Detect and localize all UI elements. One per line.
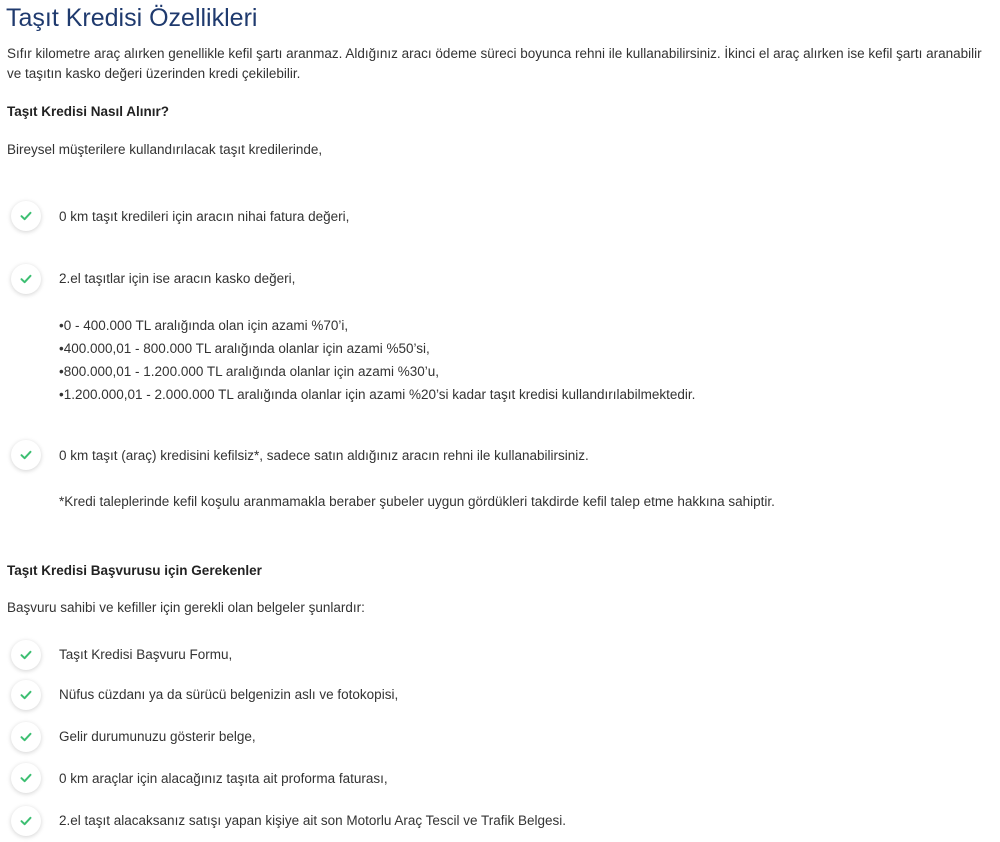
section-heading-requirements: Taşıt Kredisi Başvurusu için Gerekenler bbox=[7, 563, 262, 578]
check-icon bbox=[11, 201, 41, 231]
range-bullet: •800.000,01 - 1.200.000 TL aralığında olanlar için azami %30’u, bbox=[59, 364, 439, 379]
check-icon bbox=[11, 640, 41, 670]
intro-paragraph: Sıfır kilometre araç alırken genellikle kefil şartı aranmaz. Aldığınız aracı ödeme süreci boyunca rehni ile kullanabilirsiniz. İkinci el araç alırken ise kefil şartı aranabilir ve taşıtın kasko değeri üzerinden kredi çekilebilir. bbox=[7, 46, 982, 81]
list-item: Nüfus cüzdanı ya da sürücü belgenizin aslı ve fotokopisi, bbox=[59, 687, 399, 702]
range-bullet: •400.000,01 - 800.000 TL aralığında olanlar için azami %50’si, bbox=[59, 341, 430, 356]
list-item: 0 km araçlar için alacağınız taşıta ait proforma faturası, bbox=[59, 771, 388, 786]
check-icon bbox=[11, 264, 41, 294]
check-icon bbox=[11, 680, 41, 710]
list-item: 2.el taşıt alacaksanız satışı yapan kişiye ait son Motorlu Araç Tescil ve Trafik Belgesi. bbox=[59, 813, 566, 828]
section2-lead: Başvuru sahibi ve kefiller için gerekli olan belgeler şunlardır: bbox=[7, 600, 365, 615]
list-item: Gelir durumunuzu gösterir belge, bbox=[59, 729, 256, 744]
section1-lead: Bireysel müşterilere kullandırılacak taşıt kredilerinde, bbox=[7, 142, 323, 157]
list-item: 0 km taşıt (araç) kredisini kefilsiz*, sadece satın aldığınız aracın rehni ile kullanabilirsiniz. bbox=[59, 448, 589, 463]
check-icon bbox=[11, 722, 41, 752]
list-item: 2.el taşıtlar için ise aracın kasko değeri, bbox=[59, 271, 296, 286]
range-bullet: •0 - 400.000 TL aralığında olan için azami %70’i, bbox=[59, 318, 349, 333]
check-icon bbox=[11, 763, 41, 793]
check-icon bbox=[11, 440, 41, 470]
check-icon bbox=[11, 806, 41, 836]
section-heading-how-to: Taşıt Kredisi Nasıl Alınır? bbox=[7, 104, 170, 119]
footnote: *Kredi taleplerinde kefil koşulu aranmamakla beraber şubeler uygun gördükleri takdirde kefil talep etme hakkına sahiptir. bbox=[59, 494, 775, 509]
list-item: 0 km taşıt kredileri için aracın nihai fatura değeri, bbox=[59, 209, 350, 224]
range-bullet: •1.200.000,01 - 2.000.000 TL aralığında olanlar için azami %20’si kadar taşıt kredisi kullandırılabilmektedir. bbox=[59, 387, 696, 402]
page-title: Taşıt Kredisi Özellikleri bbox=[6, 4, 258, 32]
list-item: Taşıt Kredisi Başvuru Formu, bbox=[59, 647, 233, 662]
